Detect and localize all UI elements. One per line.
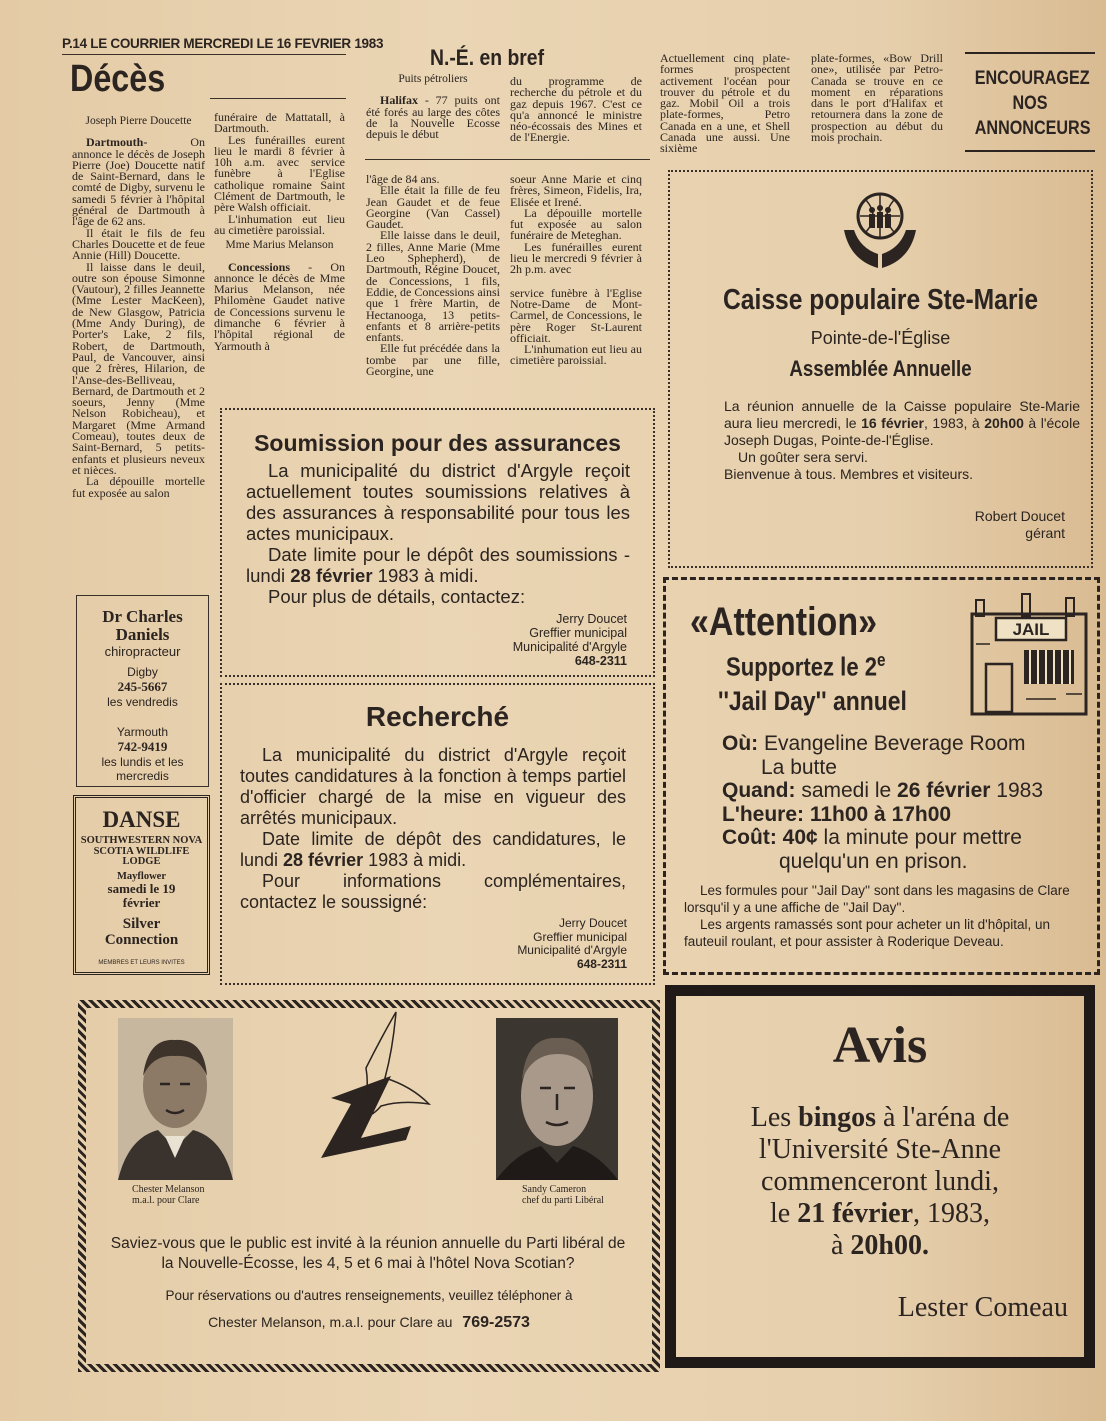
avis-ad: Avis Les bingos à l'aréna de l'Université Ste-Anne commenceront lundi, le 21 février, 1983, à 20h00. Lester Comeau <box>665 985 1095 1368</box>
soumission-title: Soumission pour des assurances <box>254 430 621 456</box>
caisse-date: 16 février <box>861 415 924 431</box>
photo2-caption: Sandy Cameron chef du parti Libéral <box>522 1184 604 1206</box>
caisse-time: 20h00 <box>984 415 1024 431</box>
liberal-bird-logo <box>301 1008 431 1168</box>
article-paragraph: du programme de recherche du pétrole et du gaz depuis 1967. C'est ce qu'a annoncé le ministre néo-écossais des Mines et de l'Energie. <box>510 74 642 145</box>
danse-title: DANSE <box>102 807 181 832</box>
article-paragraph: Elle fut précédée dans la tombe par une fille, Georgine, une <box>366 341 500 379</box>
liberal-ad <box>78 1000 660 1372</box>
caisse-populaire-hands-logo <box>840 190 920 270</box>
chester-melanson-photo <box>118 1018 233 1180</box>
article-paragraph: service funèbre à l'Eglise Notre-Dame de Mont-Carmel, de Concessions, le père Roger St-Laurent officiait. <box>510 285 642 345</box>
dateline: Concessions <box>228 259 291 274</box>
danse-band: Silver Connection <box>104 915 179 948</box>
bref-col-1 <box>366 70 500 140</box>
encouragez-line: NOS <box>1012 93 1048 114</box>
sandy-cameron-photo <box>496 1018 618 1180</box>
soumission-signature: Jerry Doucet Greffier municipal Municipalité d'Argyle 648-2311 <box>512 612 627 668</box>
article-paragraph: Il laisse dans le deuil, outre son épouse Simonne (Vautour), 2 filles Jeannette (Mme Lester MacKeen), de New Glasgow, Patricia (Mme Andy During), de Porter's Lake, 2 fils, Robert, de Dartmouth, Paul, de Vancouver, ainsi que 2 frères, Hilarion, de l'Anse-des-Belliveau, Bernard, de Dartmouth et 2 soeurs, Jenny (Mme Nelson Robicheau), et Margaret (Mme Armand Comeau), toutes deux de Saint-Bernard, 5 petits-enfants et plusieurs neveux et nièces. <box>72 259 205 477</box>
recherche-deadline: Date limite de dépôt des candidatures, le lundi 28 février 1983 à midi. <box>240 829 626 870</box>
article-paragraph: Elle laisse dans le deuil, 2 filles, Anne Marie (Mme Leo Sphepherd), de Dartmouth, Régine Doucet, de Concessions, 1 fils, Eddie, de Concessions ainsi que 1 frère Martin, de Hectanooga, 13 petits-enfants et 8 arrière-petits enfants. <box>366 228 500 345</box>
jail-drawing-icon <box>966 584 1094 719</box>
recherche-body: La municipalité du district d'Argyle reçoit toutes candidatures à la fonction à temps partiel d'officier chargé de la mise en vigueur des arrêtés municipaux. <box>240 745 626 828</box>
daniels-ad: Dr Charles Daniels chiropracteur Digby 245-5667 les vendredis Yarmouth 742-9419 les lundis et les mercredis <box>76 595 209 787</box>
bref-col-4 <box>811 53 943 143</box>
jail-hours: L'heure: 11h00 à 17h00 <box>722 802 952 826</box>
avis-title: Avis <box>832 1017 928 1074</box>
encouragez-line: ENCOURAGEZ <box>974 68 1090 89</box>
liberal-phone: 769-2573 <box>462 1314 530 1331</box>
soumission-contact: Pour plus de détails, contactez: <box>268 586 526 607</box>
caisse-title: Caisse populaire Ste-Marie <box>722 284 1039 316</box>
article-paragraph: Concessions - On annonce le décès de Mme Marius Melanson, née Philomène Gaudet native de Concessions survenu le dimanche 6 février à l'hôpital régional de Yarmouth à <box>214 259 345 353</box>
recherche-title: Recherché <box>365 701 510 732</box>
daniels-name: Dr Charles Daniels <box>102 607 183 644</box>
article-paragraph: plate-formes, «Bow Drill one», utilisée par Petro-Canada se trouve en ce moment en réparations dans le port d'Halifax et retournera dans la zone de prospection au début du mois prochain. <box>811 51 943 145</box>
daniels-phone-yarmouth: 742-9419 <box>117 739 168 754</box>
encouragez-box <box>965 52 1095 152</box>
liberal-contact: Chester Melanson, m.a.l. pour Clare au 769-2573 <box>208 1314 530 1331</box>
jail-sign: JAIL <box>1012 620 1050 639</box>
article-paragraph: La dépouille mortelle fut exposée au salon <box>72 474 205 500</box>
bref-title: N.-É. en bref <box>430 45 545 70</box>
deces-col-2 <box>214 112 345 352</box>
deces-col-3 <box>366 174 500 377</box>
attention-title: «Attention» <box>690 600 877 644</box>
article-paragraph: L'inhumation eut lieu au cimetière paroissial. <box>510 342 642 368</box>
bref-col-3 <box>660 53 790 155</box>
masthead-rule <box>62 54 346 55</box>
bref-rule <box>365 159 650 160</box>
recherche-contact: Pour informations complémentaires, contactez le soussigné: <box>240 871 626 912</box>
caisse-ad <box>668 170 1093 568</box>
article-paragraph: Les funérailles eurent lieu le mercredi 9 février à 2h p.m. avec <box>510 239 642 277</box>
article-paragraph: soeur Anne Marie et cinq frères, Simeon, Fidelis, Ira, Elisée et Irené. <box>510 172 642 209</box>
daniels-phone-digby: 245-5667 <box>117 679 168 694</box>
jail-notes: Les formules pour ''Jail Day'' sont dans les magasins de Clare lorsqu'il y a une affiche de ''Jail Day''. Les argents ramassés sont pour acheter un lit d'hôpital, un fauteuil roulant, et pour assister à Roderique Deveau. <box>684 883 1070 949</box>
jail-when: Quand: samedi le 26 février 1983 <box>722 779 1044 802</box>
liberal-reservations: Pour réservations ou d'autres renseignements, veuillez téléphoner à <box>165 1288 573 1303</box>
deces-col-4 <box>510 174 642 367</box>
article-paragraph: Elle était la fille de feu Jean Gaudet et de feue Georgine (Van Cassel) Gaudet. <box>366 183 500 232</box>
article-paragraph: Halifax - 77 puits ont été forés au large des côtes de la Nouvelle Ecosse depuis le début <box>366 93 500 142</box>
article-paragraph: Les funérailles eurent lieu le mardi 8 février à 10h a.m. avec service funèbre à l'Eglise catholique romaine Saint Clément de Dartmouth, le père Walsh officiait. <box>214 132 345 215</box>
obituary-name-heading: Joseph Pierre Doucette <box>85 115 192 127</box>
caisse-signature: Robert Doucet gérant <box>974 508 1065 541</box>
photo1-caption: Chester Melanson m.a.l. pour Clare <box>132 1184 205 1206</box>
article-paragraph: l'âge de 84 ans. <box>366 172 440 186</box>
article-paragraph: La dépouille mortelle fut exposée au salon funéraire de Meteghan. <box>510 205 642 243</box>
caisse-body: La réunion annuelle de la Caisse populaire Ste-Marie aura lieu mercredi, le 16 février, 1983, à 20h00 à l'école Joseph Dugas, Pointe-de-l'Église. Un goûter sera servi. Bienvenue à tous. Membres et visiteurs. <box>724 398 1080 482</box>
article-paragraph: L'inhumation eut lieu au cimetière paroissial. <box>214 211 345 237</box>
soumission-deadline: Date limite pour le dépôt des soumissions - lundi 28 février 1983 à midi. <box>246 544 630 586</box>
jail-day-ad: «Attention» Supportez le 2e ''Jail Day'' annuel JAIL Où: Evangeline Beverage Room La butte Quand: samedi le 26 février 1983 L'heure: 11h00 à 17h00 Coût: 40¢ la minute pour mettre quelqu'un en prison. Les formules pour ''Jail Day'' sont dans les magasins de Clare lorsqu'il y a une affiche de ''Jail Day''. Les argents ramassés sont pour acheter un lit d'hôpital, un fauteuil roulant, et pour assister à Roderique Deveau. <box>663 577 1100 975</box>
deces-title: Décès <box>70 58 166 100</box>
recherche-ad <box>220 683 655 985</box>
dateline: Dartmouth- <box>86 135 148 150</box>
dateline: Halifax <box>380 93 418 108</box>
obituary-name-heading: Puits pétroliers <box>398 73 468 85</box>
recherche-signature: Jerry Doucet Greffier municipal Municipalité d'Argyle 648-2311 <box>517 916 627 971</box>
caisse-subtitle: Assemblée Annuelle <box>789 356 972 381</box>
masthead: P.14 LE COURRIER MERCREDI LE 16 FEVRIER 1983 <box>62 36 384 51</box>
obituary-name-heading: Mme Marius Melanson <box>225 239 334 252</box>
article-paragraph: funéraire de Mattatall, à Dartmouth. <box>214 110 345 136</box>
article-paragraph: Actuellement cinq plate-formes prospectent activement l'océan pour trouver du pétrole et du gaz. Mobil Oil a trois plate-formes, Petro Canada en a une, et Shell Canada une aussi. Une sixième <box>660 51 790 156</box>
danse-ad: DANSE SOUTHWESTERN NOVA SCOTIA WILDLIFE LODGE Mayflower samedi le 19 février Silver Connection MEMBRES ET LEURS INVITES <box>73 795 210 975</box>
jail-where: Où: Evangeline Beverage Room <box>722 732 1026 755</box>
avis-signer: Lester Comeau <box>897 1292 1068 1323</box>
article-paragraph: Dartmouth- On annonce le décès de Joseph Pierre (Joe) Doucette natif de Saint-Bernard, dans le comté de Digby, survenu le samedi 5 février à l'hôpital général de Dartmouth à l'âge de 62 ans. <box>72 135 205 229</box>
article-paragraph: Il était le fils de feu Charles Doucette et de feue Annie (Hill) Doucette. <box>72 225 205 263</box>
jail-cost: Coût: 40¢ la minute pour mettre <box>722 826 1022 849</box>
soumission-ad <box>220 408 655 677</box>
soumission-body: La municipalité du district d'Argyle reçoit actuellement toutes soumissions relatives à des assurances à responsabilité pour tous les actes municipaux. <box>246 460 630 544</box>
bref-col-2 <box>510 76 642 144</box>
danse-date: samedi le 19 février <box>107 880 176 910</box>
caisse-place: Pointe-de-l'Église <box>810 328 951 348</box>
deces-col-1 <box>72 112 205 499</box>
deces-rule <box>210 98 346 99</box>
encouragez-line: ANNONCEURS <box>974 118 1091 139</box>
liberal-main-text: Saviez-vous que le public est invité à la réunion annuelle du Parti libéral de la Nouvelle-Écosse, les 4, 5 et 6 mai à l'hôtel Nova Scotian? <box>110 1235 626 1272</box>
